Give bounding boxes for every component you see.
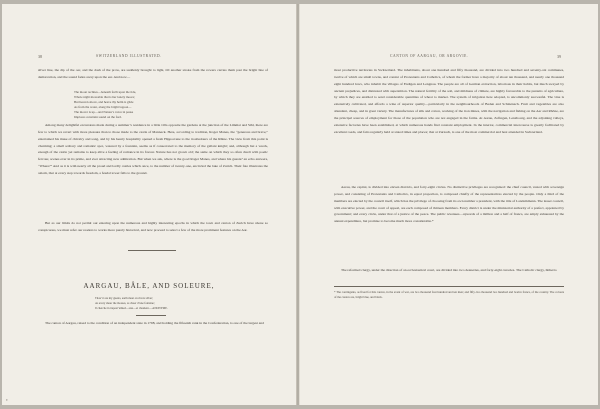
- left-verse: [74, 90, 136, 121]
- epigraph-line: Il cherche in trapest’amied—stes—et chaulent.—ANONYME.: [95, 306, 168, 310]
- left-page: [2, 4, 297, 405]
- right-paragraph-2: Aarau, the capital, is divided into eleven districts, and forty-eight circles. No distinctive privileges are recognized: the chief council, vested with sovereign power, and consisting of Protestants and Catholics, in equal proportion, is composed chiefly of the representatives elected by the people. Only a third of the members are elected by the council itself, which has the privilege of choosing from its own number a president, with the title of Landammann. The lesser council, with executive power, and the court of appeal, are each composed of thirteen members. Every district is under the ministerial authority of a prefect, appointed by government; and every circle, under that of a justice of the peace. The public revenues—upwards of a million and a half of francs, are amply exhausted by the annual expenditure, but promise to become much more considerable.*: [334, 185, 564, 224]
- left-running-head: SWITZERLAND ILLUSTRATED.: [96, 54, 162, 58]
- left-paragraph-1: silver line, the dip of the oar, and the dash of the prow, are suddenly brought to light, till another stroke from the rowers carries them past the bright line of demarcation, and the sound fades away upon the ear. And now—: [38, 68, 268, 79]
- verse-line: Implores constrain sound on the ford.: [74, 115, 122, 120]
- right-running-head: CANTON OF AARGAU, OR ARGOVIE.: [390, 54, 469, 58]
- left-paragraph-4: The canton of Aargau, raised to the condition of an independent state in 1798, and holding the fifteenth rank in the Confederation, is one of the largest and: [45, 321, 264, 325]
- right-page: [299, 4, 598, 405]
- verse-line: The moon reclines—beneath forth upon the tide,: [74, 90, 137, 94]
- section-heading: AARGAU, BÂLE, AND SOLEURE,: [83, 282, 215, 290]
- left-paragraph-3: But as our limits do not permit our entering upon the numerous and highly interesting epochs in which the town and canton of Zurich have shone so conspicuous, we must refer our readers to works more purely historical, and now proceed to select a few of the more prominent features on the Aar.: [38, 221, 268, 232]
- epigraph-line: As every sheer the mosses, as cheer d’une fontaine;: [95, 301, 155, 305]
- right-paragraph-3: The reformed clergy, under the direction of an ecclesiastical court, are divided into two deaneries, and forty-eight curacies. The Catholic clergy, hitherto: [341, 268, 557, 272]
- left-page-number: 38: [38, 54, 42, 59]
- verse-line: As from the water, along the bright lagoon—: [74, 105, 132, 110]
- corner-mark: E: [6, 398, 8, 402]
- epigraph: [95, 296, 168, 311]
- verse-line: But heaven above, and heave thy helm is glide: [74, 100, 134, 105]
- footnote: * The contingents, as fixed for this canton, in the event of war, are two thousand four hundred and ten men; and fifty-two thousand two hundred and twelve francs, of the country. The colours of the canton are, bright blue, and black.: [334, 290, 564, 299]
- epigraph-line: Thou’rt are my guests, earth meet on rivers silver;: [95, 296, 153, 300]
- footnote-rule: [334, 286, 564, 287]
- right-page-number: 39: [557, 54, 561, 59]
- verse-line: The mover is up—and Nature’s voice in pause: [74, 110, 134, 115]
- epigraph-rule: [136, 315, 166, 316]
- section-rule: [128, 250, 176, 251]
- left-paragraph-2: Among many delightful excursions made during a summer’s residence in a little villa opposite the gardens at the junction of the Limmat and Sihl, there are few to which we revert with more pleasure than to those made to the castle of Manneck. Here, according to tradition, Roger Manes, the “generous and brave,” entertained his muse of chivalry and song, and by his hearty hospitality opened a fresh Hippocrene to the troubadours of the Rhine. The view from this point is charming; a small solitary and romantic spot, watered by a fountain, seems as if consecrated to the memory of the gallant knight; and, although but a wreck, enough of the castle yet remains to keep alive a feeling of romance in its favour. Nature has not grown old; the same on which they so often dwelt with poetic fervour, scenes ever in its prime, and ever attracting new admiration. But when we ask, where is the good Roger Manes, and where his guests? an echo answers, “Where?” And as it is with nearly all the proud and lordly castles which once, to the number of twenty-one, encircled the lake of Zurich. Their fate illustrates the axiom, that at every step towards freedom, a feudal tower falls to the ground.: [38, 123, 268, 175]
- right-paragraph-1: most productive territories in Switzerland. The inhabitants, about one hundred and fifty thousand, are divided into two hundred and seventy-six communes, twelve of which are small towns, and consist of Protestants and Catholics, of whom the former have a majority of about ten thousand, and nearly one thousand eight hundred Jews, who inhabit the villages of Endigen and Lengnau. The people are all of German extraction, laborious in their habits, but much swayed by ancient prejudices, and distrusted with superstition. The natural fertility of the soil, and mildness of climate, are highly favourable to the pursuits of agriculture, by which they are enabled to send considerable quantities of wheat to market. The system of irrigation here adopted, is uncommonly successful. The vine is extensively cultivated, and affords a wine of superior quality—particularly in the neighbourhoods of Baden and Schinznach. Fruit and vegetables are also abundant, cheap, and in great variety. The manufactures of silk and cotton, working of the iron mines, with the navigation and fishing on the Aar and Rhône, are the principal sources of employment for those of the population who are not engaged in the farms. At Aarau, Zofingen, Lenzbourg, and the adjoining valleys, extensive factories have been established, at which numerous hands find constant employment. In the interior, commercial intercourse is greatly facilitated by excellent roads, and fairs regularly held at stated times and places; that at Zurzach, is one of the most commercial and best attended in Switzerland.: [334, 68, 564, 134]
- verse-line: Whole night moveable that is her lonely moors;: [74, 95, 135, 100]
